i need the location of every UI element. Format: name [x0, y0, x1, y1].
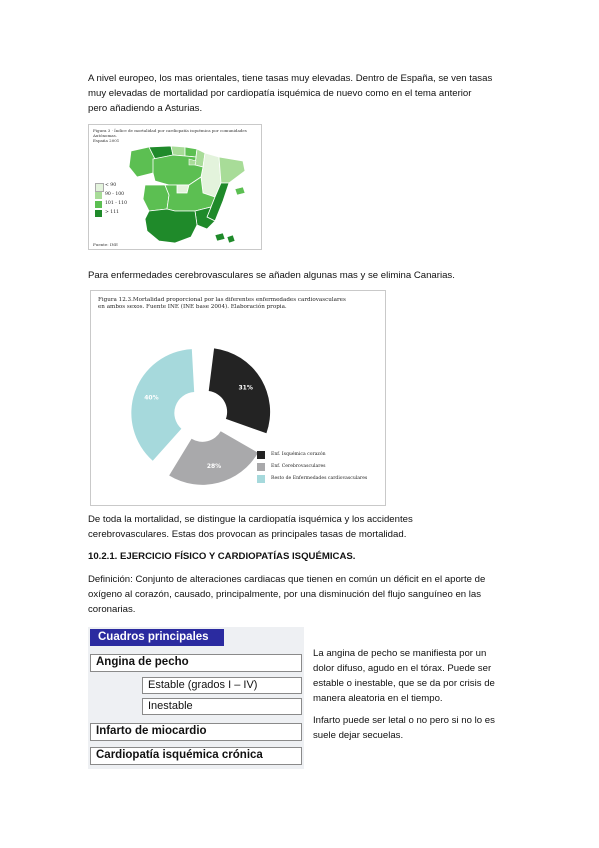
legend-swatch-isquemica [257, 451, 265, 459]
diagram-angina: Angina de pecho [90, 654, 302, 672]
map-caption-line: España 2001 [93, 138, 120, 143]
slice-cerebrovascular [169, 431, 258, 485]
text-line: Infarto puede ser letal o no pero si no lo es [313, 715, 495, 726]
diagram-infarto: Infarto de miocardio [90, 723, 302, 741]
text-line: oxígeno al corazón, causado, principalmente, por una disminución del flujo sanguíneo en las [88, 589, 482, 600]
paragraph-cerebrovascular [88, 268, 528, 283]
text-line: estable o inestable, que se da por crisis de [313, 678, 495, 689]
legend-label-isquemica: Enf. Isquémica corazón [271, 452, 326, 457]
region-andalucia [145, 209, 197, 243]
region-cataluna [219, 157, 245, 183]
region-cantabria [171, 146, 185, 156]
map-caption-line: Figura 3 · Índice de mortalidad por cardiopatía isquémica por comunidades Autónomas. [93, 128, 247, 138]
map-legend-swatch [95, 201, 102, 208]
map-source: Fuente: INE [93, 242, 118, 247]
donut-chart [91, 291, 387, 507]
text-line: coronarias. [88, 604, 136, 615]
legend-swatch-resto [257, 475, 265, 483]
map-legend-label: 90 - 100 [105, 192, 125, 197]
slice-value-label: 40% [144, 394, 159, 402]
paragraph-infarto [313, 713, 528, 743]
map-legend-swatch [95, 183, 104, 192]
legend-label-resto: Resto de Enfermedades cardiovasculares [271, 476, 368, 481]
region-extremadura [143, 185, 169, 211]
region-canarias-2 [227, 235, 235, 243]
text-line: muy elevadas de mortalidad por cardiopatía isquémica de nuevo como en el tema anterior [88, 88, 472, 99]
spain-map-figure [88, 124, 262, 250]
map-legend-label: 101 - 110 [105, 201, 128, 206]
diagram-estable: Estable (grados I – IV) [142, 677, 302, 694]
text-line: suele dejar secuelas. [313, 730, 404, 741]
text-line: manera aleatoria en el tiempo. [313, 693, 443, 704]
paragraph-angina [313, 646, 528, 706]
paragraph-main-causes [88, 512, 528, 542]
diagram-header: Cuadros principales [90, 629, 224, 646]
slice-value-label: 31% [238, 384, 253, 392]
paragraph-definition [88, 572, 528, 617]
map-legend-label: > 111 [105, 210, 120, 215]
spain-map [119, 137, 261, 249]
text-line: dolor difuso, agudo en el tórax. Puede ser [313, 663, 492, 674]
donut-caption-line: Figura 12.3.Mortalidad proporcional por las diferentes enfermedades cardiovasculares [98, 297, 346, 303]
slice-resto [131, 349, 194, 461]
text-line: pero añadiendo a Asturias. [88, 103, 203, 114]
diagram-inestable: Inestable [142, 698, 302, 715]
region-baleares [235, 187, 245, 195]
diagram-cronica: Cardiopatía isquémica crónica [90, 747, 302, 765]
map-legend-swatch [95, 192, 102, 199]
section-heading: 10.2.1. EJERCICIO FÍSICO Y CARDIOPATÍAS ISQUÉMICAS. [88, 551, 356, 562]
text-line: cerebrovasculares. Estas dos provocan as principales tasas de mortalidad. [88, 529, 407, 540]
text-line: Definición: Conjunto de alteraciones cardiacas que tienen en común un déficit en el aporte de [88, 574, 486, 585]
map-legend-label: < 90 [105, 183, 117, 188]
map-legend-swatch [95, 210, 102, 217]
donut-caption-line: en ambos sexos. Fuente INE (INE base 2004). Elaboración propia. [98, 304, 287, 310]
legend-label-cerebrovascular: Enf. Cerebrovasculares [271, 464, 326, 469]
region-canarias [215, 233, 225, 241]
text-line: La angina de pecho se manifiesta por un [313, 648, 487, 659]
cardiopathy-diagram [88, 627, 304, 769]
legend-swatch-cerebrovascular [257, 463, 265, 471]
mortality-donut-figure [90, 290, 386, 506]
text-line: A nivel europeo, los mas orientales, tiene tasas muy elevadas. Dentro de España, se ven tasas [88, 73, 493, 84]
slice-value-label: 28% [206, 462, 222, 470]
region-pais-vasco [185, 147, 197, 157]
text-line: De toda la mortalidad, se distingue la cardiopatía isquémica y los accidentes [88, 514, 413, 525]
text-line: Para enfermedades cerebrovasculares se añaden algunas mas y se elimina Canarias. [88, 270, 455, 281]
paragraph-europe-rates [88, 71, 528, 116]
